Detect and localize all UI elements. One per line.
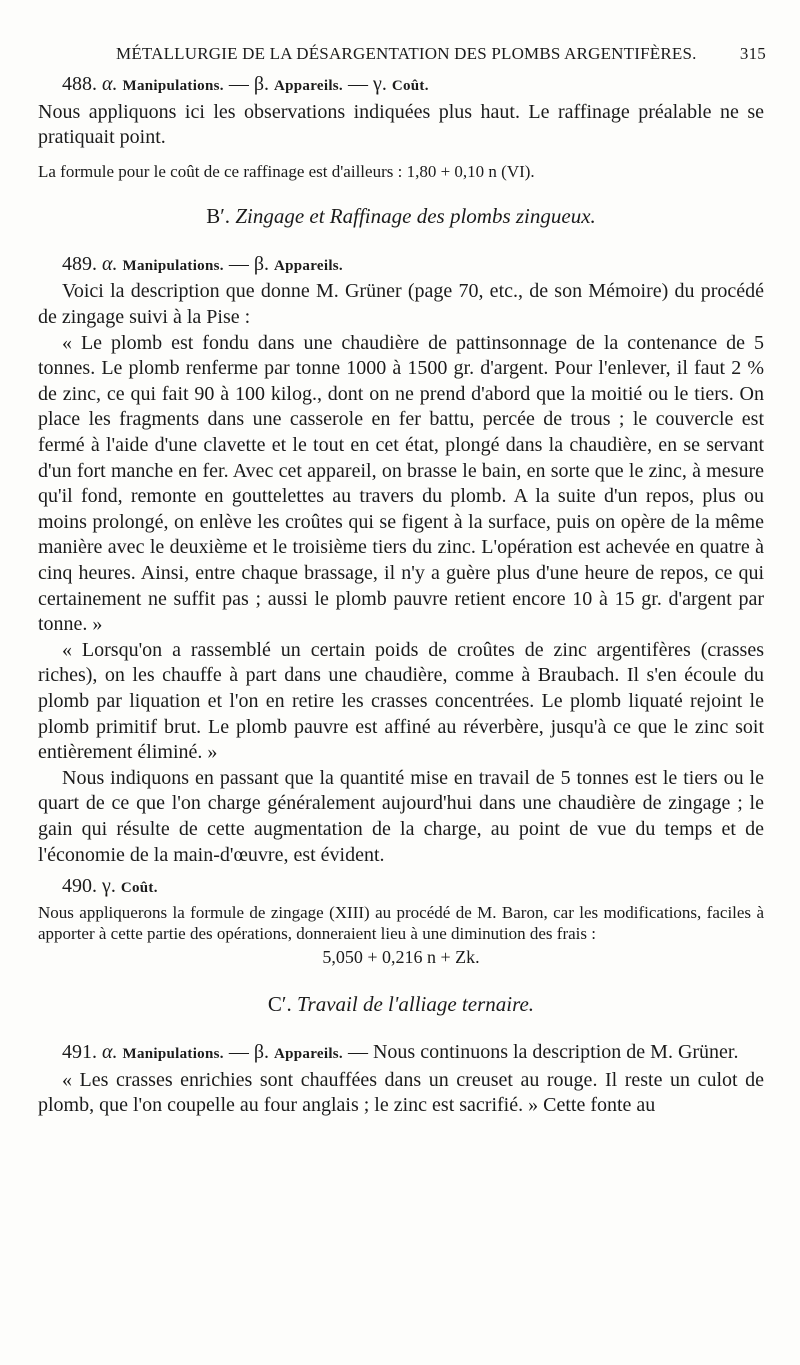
greek-gamma: γ. bbox=[102, 875, 116, 898]
dash: — bbox=[228, 1040, 249, 1063]
dash: — bbox=[228, 73, 249, 95]
quote-paragraph: « Les crasses enrichies sont chauffées dans un creuset au rouge. Il reste un culot de plomb, que l'on coupelle au four anglais ; le zinc est sacrifié. » Cette fonte au bbox=[38, 1068, 764, 1117]
running-title: MÉTALLURGIE DE LA DÉSARGENTATION DES PLOMBS ARGENTIFÈRES. bbox=[116, 44, 697, 63]
paragraph-number: 488. bbox=[62, 73, 97, 95]
page-body bbox=[38, 72, 764, 1119]
formula-paragraph: La formule pour le coût de ce raffinage est d'ailleurs : 1,80 + 0,10 n (VI). bbox=[38, 161, 535, 181]
quote-paragraph: « Lorsqu'on a rassemblé un certain poids de croûtes de zinc argentifères (crasses riches), on les chauffe à part dans une chaudière, comme à Braubach. Il s'en écoule du plomb par liquation et l'on en retire les crasses concentrées. Le plomb liquaté rejoint le plomb primitif brut. Le plomb pauvre est affiné au réverbère, jusqu'à ce que le zinc soit entièrement éliminé. » bbox=[38, 638, 764, 764]
running-header bbox=[116, 44, 766, 64]
section-heading-c bbox=[38, 992, 764, 1018]
paragraph-number: 489. bbox=[62, 252, 97, 275]
paragraph: Voici la description que donne M. Grüner (page 70, etc., de son Mémoire) du procédé de zingage suivi à la Pise : bbox=[38, 280, 764, 329]
section-491-heading bbox=[38, 1040, 764, 1068]
cost-formula: 5,050 + 0,216 n + Zk. bbox=[322, 946, 480, 967]
section-label: C′. bbox=[267, 992, 292, 1017]
paragraph: Nous appliquerons la formule de zingage (XIII) au procédé de M. Baron, car les modifications, faciles à apporter à cette partie des opérations, donneraient lieu à une diminution des frais : bbox=[38, 902, 764, 944]
greek-gamma: γ. bbox=[372, 73, 387, 95]
paragraph-number: 490. bbox=[62, 875, 97, 898]
quote-paragraph: « Le plomb est fondu dans une chaudière de pattinsonnage de la contenance de 5 tonnes. Le plomb renferme par tonne 1000 à 1500 gr. d'argent. Pour l'enlever, il faut 2 % de zinc, ce qui fait 90 à 100 kilog., dont on ne prend d'abord que la moitié ou le tiers. On place les fragments dans une casserole en fer battu, percée de trous ; le couvercle est fermé à l'aide d'une clavette et le tout en cet état, plongé dans la chaudière, en se servant d'un fort manche en fer. Avec cet appareil, on brasse le bain, en sorte que le zinc, à mesure qu'il fond, remonte en gouttelettes au travers du plomb. A la suite d'un repos, plus ou moins prolongé, on enlève les croûtes qui se figent à la surface, puis on opère de la même manière avec le deuxième et le troisième tiers du zinc. L'opération est achevée en quatre à cinq heures. Ainsi, entre chaque brassage, il n'y a guère plus d'une heure de repos, ce qui certainement ne suffit pas ; aussi le plomb pauvre retient encore 10 à 15 gr. d'argent par tonne. » bbox=[38, 331, 764, 636]
appareils-label: Appareils. bbox=[274, 257, 343, 274]
greek-beta: β. bbox=[253, 252, 269, 275]
section-490-heading bbox=[38, 874, 764, 902]
paragraph-number: 491. bbox=[62, 1040, 97, 1063]
section-title: Zingage et Raffinage des plombs zingueux. bbox=[235, 204, 596, 229]
dash: — bbox=[347, 73, 368, 95]
manipulations-label: Manipulations. bbox=[122, 257, 224, 274]
greek-alpha: α. bbox=[102, 73, 118, 95]
cout-label: Coût. bbox=[391, 78, 429, 94]
cout-label: Coût. bbox=[120, 880, 158, 897]
section-489-heading bbox=[38, 252, 764, 280]
appareils-label: Appareils. bbox=[274, 1045, 343, 1062]
greek-alpha: α. bbox=[102, 1040, 118, 1063]
section-title: Travail de l'alliage ternaire. bbox=[297, 992, 535, 1017]
manipulations-label: Manipulations. bbox=[122, 78, 224, 94]
greek-beta: β. bbox=[253, 73, 269, 95]
dash: — bbox=[347, 1040, 368, 1063]
paragraph: Nous indiquons en passant que la quantité mise en travail de 5 tonnes est le tiers ou le quart de ce que l'on charge généralement aujourd'hui dans une chaudière de zingage ; le gain qui résulte de cette augmentation de la charge, au point de vue du temps et de l'économie de la main-d'œuvre, est évident. bbox=[38, 766, 764, 866]
section-label: B′. bbox=[206, 204, 231, 229]
section-488-heading bbox=[38, 72, 764, 100]
appareils-label: Appareils. bbox=[274, 78, 343, 94]
paragraph: Nous appliquons ici les observations indiquées plus haut. Le raffinage préalable ne se pratiquait point. bbox=[38, 100, 764, 149]
dash: — bbox=[228, 252, 249, 275]
greek-beta: β. bbox=[253, 1040, 269, 1063]
page-number: 315 bbox=[739, 44, 766, 63]
section-heading-b bbox=[38, 204, 764, 230]
manipulations-label: Manipulations. bbox=[122, 1045, 224, 1062]
greek-alpha: α. bbox=[102, 252, 118, 275]
section-491-text: Nous continuons la description de M. Grüner. bbox=[372, 1040, 739, 1063]
